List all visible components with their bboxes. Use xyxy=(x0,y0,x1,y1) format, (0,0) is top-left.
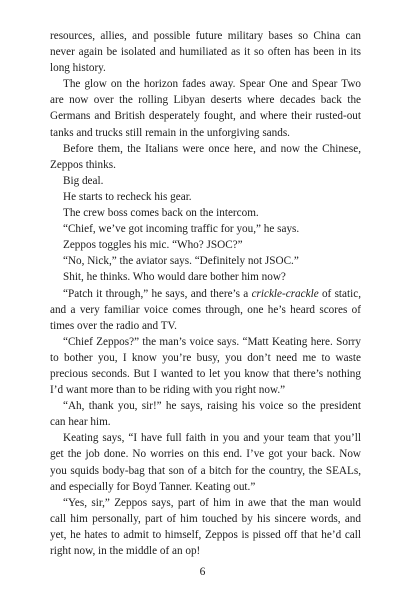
patch-text-before: “Patch it through,” he says, and there’s a xyxy=(63,287,252,300)
paragraph-patch-through xyxy=(50,286,361,334)
paragraph-yes-sir: “Yes, sir,” Zeppos says, part of him in awe that the man would call him personally, part of him touched by his sincere words, and yet, he hates to admit to himself, Zeppos is pissed off that he’d call right now, in the middle of an op! xyxy=(50,496,361,557)
paragraph-continued: resources, allies, and possible future military bases so China can never again be isolated and humiliated as it so often has been in its long history. xyxy=(50,30,361,75)
book-page-text xyxy=(50,28,361,559)
paragraph-thank-you: “Ah, thank you, sir!” he says, raising his voice so the president can hear him. xyxy=(50,400,361,429)
paragraph-glow-fades: The glow on the horizon fades away. Spear One and Spear Two are now over the rolling Libyan deserts where decades back the Germans and British desperately fought, and where their rusted-out tanks and trucks still remain in the unforgiving sands. xyxy=(50,78,361,139)
paragraph-full-faith: Keating says, “I have full faith in you and your team that you’ll get the job done. No worries on this end. I’ve got your back. Now you squids body-bag that son of a bitch for the country, the SEALs, and especially for Boyd Tanner. Keating out.” xyxy=(50,432,361,493)
paragraph-big-deal: Big deal. xyxy=(63,174,104,187)
page-number: 6 xyxy=(199,566,206,578)
paragraph-not-jsoc: “No, Nick,” the aviator says. “Definitely not JSOC.” xyxy=(63,255,299,268)
paragraph-italians: Before them, the Italians were once here, and now the Chinese, Zeppos thinks. xyxy=(50,142,361,171)
paragraph-toggles-mic: Zeppos toggles his mic. “Who? JSOC?” xyxy=(63,239,243,252)
paragraph-recheck-gear: He starts to recheck his gear. xyxy=(63,190,192,203)
patch-text-italic: crickle-crackle xyxy=(251,287,319,300)
paragraph-crew-boss: The crew boss comes back on the intercom. xyxy=(63,207,259,220)
paragraph-incoming-traffic: “Chief, we’ve got incoming traffic for you,” he says. xyxy=(63,223,300,236)
paragraph-keating-call: “Chief Zeppos?” the man’s voice says. “Matt Keating here. Sorry to bother you, I know you’re busy, you don’t need me to waste precious seconds. But I wanted to let you know that there’s nothing I’d want more than to be riding with you right now.” xyxy=(50,335,361,397)
patch-text-after: of static, and a very familiar voice comes through, one he’s heard scores of times over the radio and TV. xyxy=(50,287,361,332)
paragraph-who-would-dare: Shit, he thinks. Who would dare bother him now? xyxy=(63,271,286,284)
